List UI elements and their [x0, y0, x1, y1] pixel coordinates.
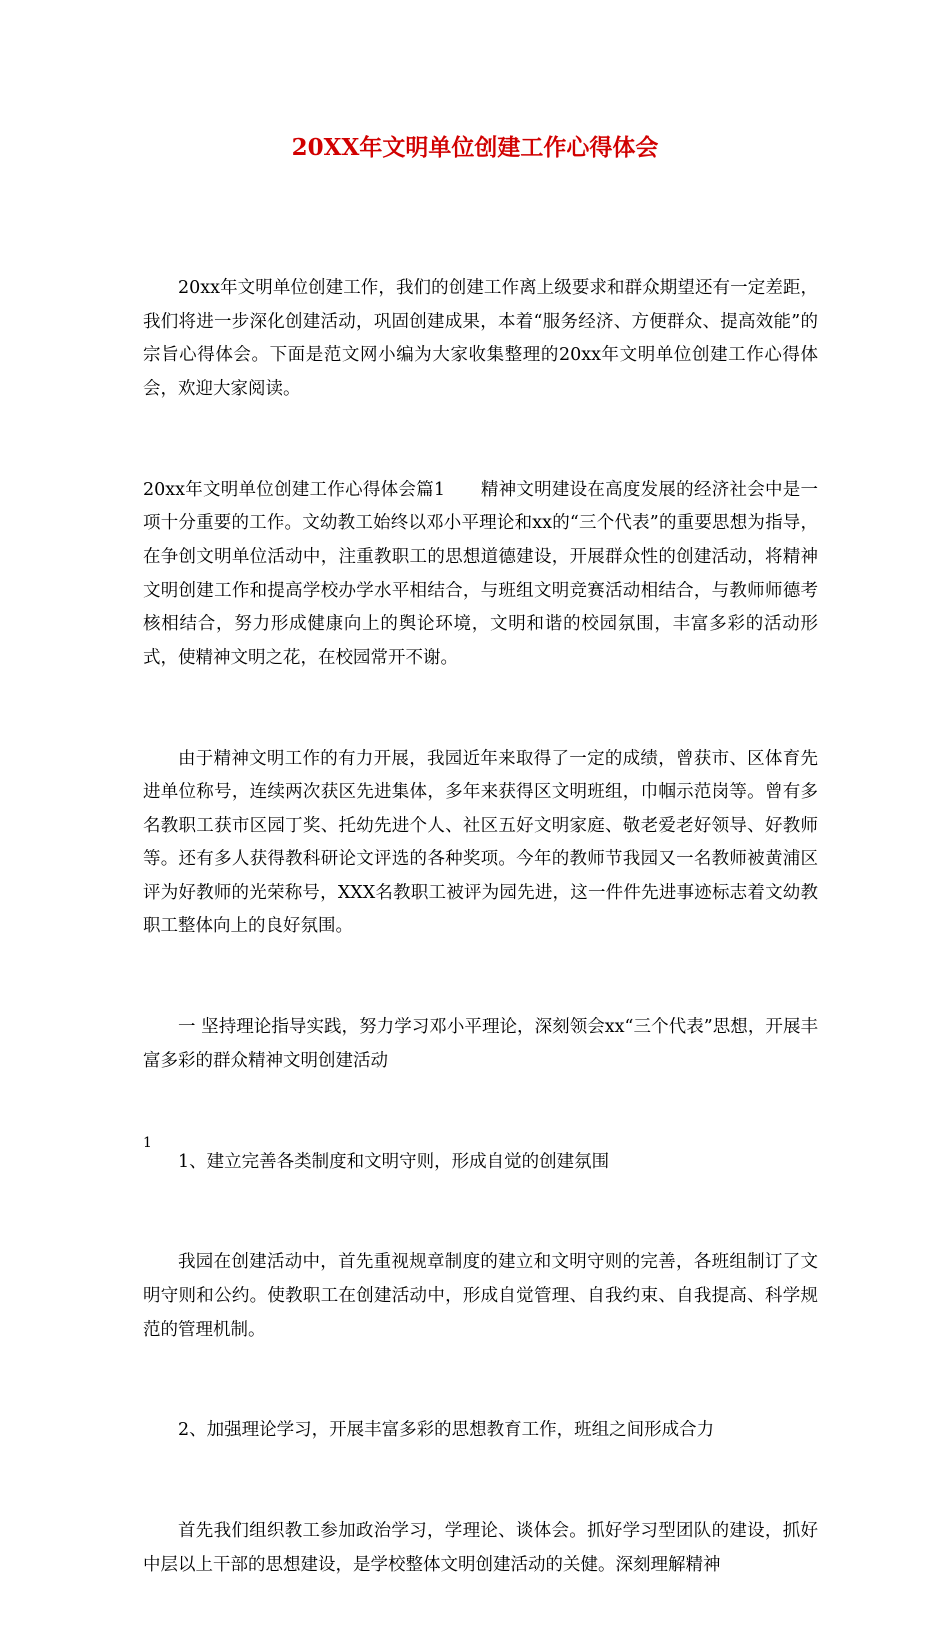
paragraph: 由于精神文明工作的有力开展，我园近年来取得了一定的成绩，曾获市、区体育先进单位称号，连续两次获区先进集体，多年来获得区文明班组，巾帼示范岗等。曾有多名教职工获市区园丁奖、托幼先进个人、社区五好文明家庭、敬老爱老好领导、好教师等。还有多人获得教科研论文评选的各种奖项。今年的教师节我园又一名教师被黄浦区评为好教师的光荣称号，XXX名教职工被评为园先进，这一件件先进事迹标志着文幼教职工整体向上的良好氛围。 — [143, 748, 818, 937]
paragraph: 20xx年文明单位创建工作心得体会篇1 精神文明建设在高度发展的经济社会中是一项十分重要的工作。文幼教工始终以邓小平理论和xx的“三个代表”的重要思想为指导，在争创文明单位活动中，注重教职工的思想道德建设，开展群众性的创建活动，将精神文明创建工作和提高学校办学水平相结合，与班组文明竞赛活动相结合，与教师师德考核相结合，努力形成健康向上的舆论环境，文明和谐的校园氛围，丰富多彩的活动形式，使精神文明之花，在校园常开不谢。 — [143, 479, 818, 668]
paragraph: 首先我们组织教工参加政治学习，学理论、谈体会。抓好学习型团队的建设，抓好中层以上干部的思想建设，是学校整体文明创建活动的关健。深刻理解精神 — [143, 1521, 818, 1575]
paragraph: 2、加强理论学习，开展丰富多彩的思想教育工作，班组之间形成合力 — [178, 1420, 715, 1441]
paragraph: 20xx年文明单位创建工作，我们的创建工作离上级要求和群众期望还有一定差距，我们将进一步深化创建活动，巩固创建成果，本着“服务经济、方便群众、提高效能”的宗旨心得体会。下面是范文网小编为大家收集整理的20xx年文明单位创建工作心得体会，欢迎大家阅读。 — [143, 278, 818, 399]
paragraph: 一 坚持理论指导实践，努力学习邓小平理论，深刻领会xx“三个代表”思想，开展丰富多彩的群众精神文明创建活动 — [143, 1017, 818, 1071]
page-number: 1 — [143, 1135, 152, 1151]
paragraph: 1、建立完善各类制度和文明守则，形成自觉的创建氛围 — [178, 1151, 610, 1172]
paragraph: 我园在创建活动中，首先重视规章制度的建立和文明守则的完善，各班组制订了文明守则和公约。使教职工在创建活动中，形成自觉管理、自我约束、自我提高、科学规范的管理机制。 — [143, 1252, 818, 1340]
document-body — [143, 205, 818, 1650]
document-title: 20XX年文明单位创建工作心得体会 — [291, 134, 659, 161]
